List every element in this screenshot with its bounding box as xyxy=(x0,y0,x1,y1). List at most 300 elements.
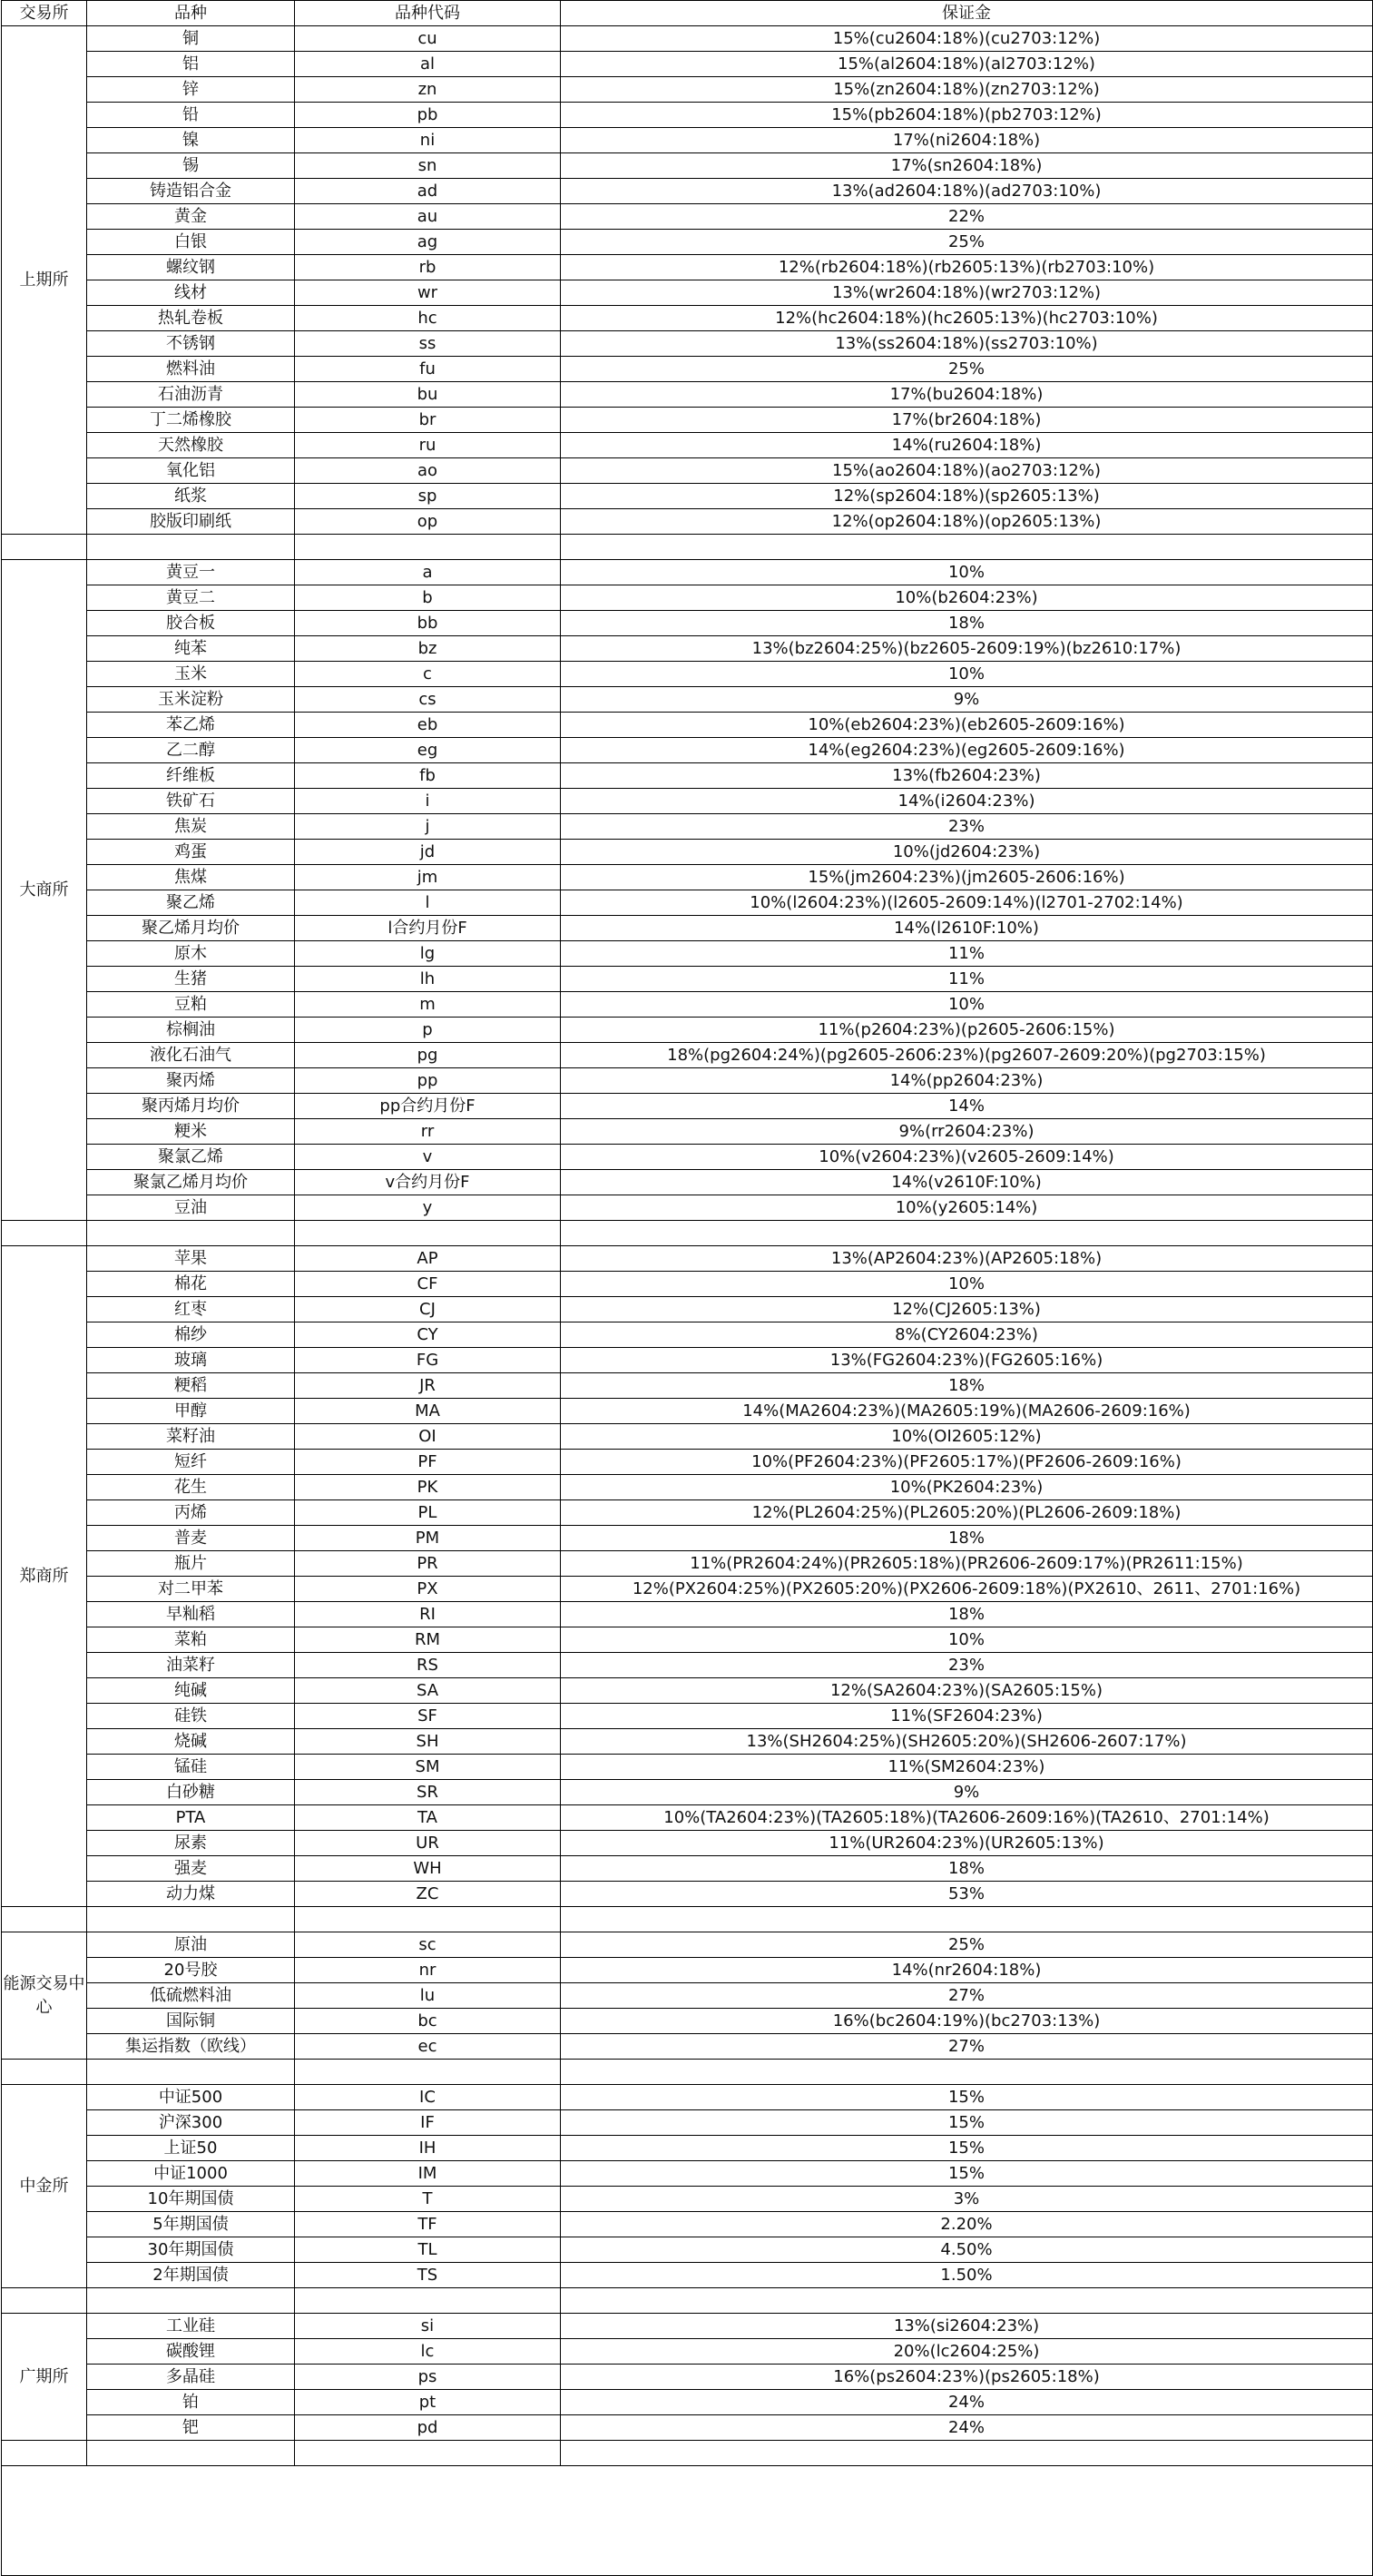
product-code: ec xyxy=(295,2034,561,2060)
table-row xyxy=(2,1704,1373,1729)
margin-rate: 15%(zn2604:18%)(zn2703:12%) xyxy=(561,77,1373,103)
margin-rate: 25% xyxy=(561,1932,1373,1958)
product-code: m xyxy=(295,992,561,1018)
separator-row xyxy=(2,2060,1373,2085)
table-body xyxy=(2,1,1373,2576)
table-row xyxy=(2,1551,1373,1577)
product-name: 红枣 xyxy=(87,1297,295,1322)
product-name: 棉纱 xyxy=(87,1322,295,1348)
product-name: 20号胶 xyxy=(87,1958,295,1983)
empty-cell xyxy=(87,1907,295,1932)
table-row xyxy=(2,509,1373,535)
table-row xyxy=(2,1068,1373,1094)
product-name: 聚丙烯月均价 xyxy=(87,1094,295,1119)
table-row xyxy=(2,77,1373,103)
margin-rate: 13%(ad2604:18%)(ad2703:10%) xyxy=(561,179,1373,204)
table-row xyxy=(2,1246,1373,1272)
product-code: MA xyxy=(295,1399,561,1424)
product-name: 锌 xyxy=(87,77,295,103)
margin-rate: 9% xyxy=(561,1780,1373,1805)
product-code: pp xyxy=(295,1068,561,1094)
table-row xyxy=(2,2187,1373,2212)
product-code: pt xyxy=(295,2390,561,2415)
product-name: 瓶片 xyxy=(87,1551,295,1577)
product-name: 铜 xyxy=(87,26,295,52)
product-code: sc xyxy=(295,1932,561,1958)
exchange-name: 上期所 xyxy=(2,26,87,535)
product-name: 黄金 xyxy=(87,204,295,230)
product-name: 纤维板 xyxy=(87,763,295,789)
table-row xyxy=(2,1602,1373,1627)
product-code: y xyxy=(295,1195,561,1221)
empty-cell xyxy=(295,2060,561,2085)
product-name: 聚氯乙烯月均价 xyxy=(87,1170,295,1195)
margin-rate: 4.50% xyxy=(561,2237,1373,2263)
empty-cell xyxy=(2,1221,87,1246)
empty-cell xyxy=(561,535,1373,560)
product-code: PF xyxy=(295,1450,561,1475)
margin-rate: 11%(PR2604:24%)(PR2605:18%)(PR2606-2609:17%)(PR2611:15%) xyxy=(561,1551,1373,1577)
table-row xyxy=(2,1983,1373,2009)
margin-rate: 12%(rb2604:18%)(rb2605:13%)(rb2703:10%) xyxy=(561,255,1373,280)
empty-cell xyxy=(295,2288,561,2314)
product-name: 工业硅 xyxy=(87,2314,295,2339)
margin-rate: 9%(rr2604:23%) xyxy=(561,1119,1373,1145)
margin-rate: 2.20% xyxy=(561,2212,1373,2237)
product-code: SM xyxy=(295,1755,561,1780)
product-code: IM xyxy=(295,2161,561,2187)
margin-rate: 14%(eg2604:23%)(eg2605-2609:16%) xyxy=(561,738,1373,763)
margin-rate: 10%(eb2604:23%)(eb2605-2609:16%) xyxy=(561,713,1373,738)
product-name: 对二甲苯 xyxy=(87,1577,295,1602)
table-row xyxy=(2,1399,1373,1424)
product-code: lh xyxy=(295,967,561,992)
margin-rate: 10%(PF2604:23%)(PF2605:17%)(PF2606-2609:16%) xyxy=(561,1450,1373,1475)
product-code: si xyxy=(295,2314,561,2339)
product-name: 2年期国债 xyxy=(87,2263,295,2288)
product-code: lg xyxy=(295,941,561,967)
margin-rate: 14%(pp2604:23%) xyxy=(561,1068,1373,1094)
table-row xyxy=(2,1932,1373,1958)
separator-row xyxy=(2,2288,1373,2314)
table-row xyxy=(2,255,1373,280)
table-row xyxy=(2,1475,1373,1500)
product-code: FG xyxy=(295,1348,561,1373)
product-name: 丙烯 xyxy=(87,1500,295,1526)
margin-rate: 11% xyxy=(561,967,1373,992)
product-code: ss xyxy=(295,331,561,357)
product-name: 丁二烯橡胶 xyxy=(87,408,295,433)
header-margin: 保证金 xyxy=(561,1,1373,26)
margin-rate: 14%(MA2604:23%)(MA2605:19%)(MA2606-2609:16%) xyxy=(561,1399,1373,1424)
product-code: fu xyxy=(295,357,561,382)
product-name: 聚丙烯 xyxy=(87,1068,295,1094)
margin-rate: 12%(sp2604:18%)(sp2605:13%) xyxy=(561,484,1373,509)
product-name: 黄豆一 xyxy=(87,560,295,585)
product-code: op xyxy=(295,509,561,535)
product-name: 棕榈油 xyxy=(87,1018,295,1043)
product-code: ni xyxy=(295,128,561,153)
table-row xyxy=(2,1297,1373,1322)
product-code: rr xyxy=(295,1119,561,1145)
product-name: 聚乙烯 xyxy=(87,890,295,916)
margin-rate: 17%(br2604:18%) xyxy=(561,408,1373,433)
margin-rate: 15%(al2604:18%)(al2703:12%) xyxy=(561,52,1373,77)
empty-area xyxy=(2,2466,1373,2576)
margin-rate: 17%(ni2604:18%) xyxy=(561,128,1373,153)
margin-rate: 12%(PL2604:25%)(PL2605:20%)(PL2606-2609:18%) xyxy=(561,1500,1373,1526)
product-code: TA xyxy=(295,1805,561,1831)
table-row xyxy=(2,1170,1373,1195)
product-code: SA xyxy=(295,1678,561,1704)
table-row xyxy=(2,713,1373,738)
table-row xyxy=(2,865,1373,890)
table-row xyxy=(2,2161,1373,2187)
empty-cell xyxy=(87,2060,295,2085)
product-name: 原油 xyxy=(87,1932,295,1958)
product-code: fb xyxy=(295,763,561,789)
product-name: 镍 xyxy=(87,128,295,153)
empty-cell xyxy=(561,2060,1373,2085)
product-code: SR xyxy=(295,1780,561,1805)
table-row xyxy=(2,687,1373,713)
exchange-name: 郑商所 xyxy=(2,1246,87,1907)
margin-rate: 24% xyxy=(561,2390,1373,2415)
empty-cell xyxy=(2,2441,87,2466)
table-row xyxy=(2,26,1373,52)
table-row xyxy=(2,2009,1373,2034)
table-row xyxy=(2,1958,1373,1983)
table-row xyxy=(2,2237,1373,2263)
product-name: 碳酸锂 xyxy=(87,2339,295,2365)
margin-rate: 10% xyxy=(561,992,1373,1018)
table-row xyxy=(2,763,1373,789)
product-code: CF xyxy=(295,1272,561,1297)
product-name: 强麦 xyxy=(87,1856,295,1882)
product-code: WH xyxy=(295,1856,561,1882)
product-code: ps xyxy=(295,2365,561,2390)
margin-rate: 15%(cu2604:18%)(cu2703:12%) xyxy=(561,26,1373,52)
product-name: 焦煤 xyxy=(87,865,295,890)
header-exchange: 交易所 xyxy=(2,1,87,26)
margin-rate: 15%(jm2604:23%)(jm2605-2606:16%) xyxy=(561,865,1373,890)
product-name: 天然橡胶 xyxy=(87,433,295,458)
product-name: 铝 xyxy=(87,52,295,77)
table-row xyxy=(2,1780,1373,1805)
margin-rate: 53% xyxy=(561,1882,1373,1907)
product-name: 纯苯 xyxy=(87,636,295,662)
table-row xyxy=(2,230,1373,255)
product-code: RM xyxy=(295,1627,561,1653)
product-code: pp合约月份F xyxy=(295,1094,561,1119)
margin-rate: 3% xyxy=(561,2187,1373,2212)
table-row xyxy=(2,1577,1373,1602)
product-code: pb xyxy=(295,103,561,128)
product-name: 早籼稻 xyxy=(87,1602,295,1627)
empty-cell xyxy=(561,2441,1373,2466)
product-code: v合约月份F xyxy=(295,1170,561,1195)
table-row xyxy=(2,1450,1373,1475)
margin-rate: 12%(SA2604:23%)(SA2605:15%) xyxy=(561,1678,1373,1704)
product-name: 聚乙烯月均价 xyxy=(87,916,295,941)
product-code: eb xyxy=(295,713,561,738)
empty-cell xyxy=(2,535,87,560)
margin-rate: 14%(l2610F:10%) xyxy=(561,916,1373,941)
table-row xyxy=(2,408,1373,433)
product-code: PX xyxy=(295,1577,561,1602)
exchange-name: 能源交易中心 xyxy=(2,1932,87,2060)
product-code: sp xyxy=(295,484,561,509)
table-row xyxy=(2,1831,1373,1856)
table-row xyxy=(2,890,1373,916)
margin-rate: 18% xyxy=(561,1373,1373,1399)
product-name: 玻璃 xyxy=(87,1348,295,1373)
margin-rate: 18% xyxy=(561,1602,1373,1627)
margin-rate: 10%(b2604:23%) xyxy=(561,585,1373,611)
table-row xyxy=(2,2136,1373,2161)
empty-cell xyxy=(87,535,295,560)
product-code: bu xyxy=(295,382,561,408)
table-row xyxy=(2,204,1373,230)
product-code: l合约月份F xyxy=(295,916,561,941)
product-name: 线材 xyxy=(87,280,295,306)
table-row xyxy=(2,1043,1373,1068)
product-name: 铅 xyxy=(87,103,295,128)
product-code: a xyxy=(295,560,561,585)
table-row xyxy=(2,560,1373,585)
product-name: 集运指数（欧线） xyxy=(87,2034,295,2060)
empty-cell xyxy=(295,535,561,560)
product-code: zn xyxy=(295,77,561,103)
product-name: 锡 xyxy=(87,153,295,179)
margin-rate: 10%(TA2604:23%)(TA2605:18%)(TA2606-2609:16%)(TA2610、2701:14%) xyxy=(561,1805,1373,1831)
margin-rate: 25% xyxy=(561,230,1373,255)
product-code: PL xyxy=(295,1500,561,1526)
product-name: 白银 xyxy=(87,230,295,255)
product-code: CJ xyxy=(295,1297,561,1322)
product-name: 石油沥青 xyxy=(87,382,295,408)
product-name: 尿素 xyxy=(87,1831,295,1856)
product-name: 铸造铝合金 xyxy=(87,179,295,204)
product-name: 热轧卷板 xyxy=(87,306,295,331)
product-code: bz xyxy=(295,636,561,662)
product-code: UR xyxy=(295,1831,561,1856)
product-name: 甲醇 xyxy=(87,1399,295,1424)
product-name: 豆油 xyxy=(87,1195,295,1221)
margin-rate: 12%(CJ2605:13%) xyxy=(561,1297,1373,1322)
product-name: 烧碱 xyxy=(87,1729,295,1755)
margin-rate: 10% xyxy=(561,1627,1373,1653)
margin-rate: 18% xyxy=(561,1526,1373,1551)
margin-rate: 9% xyxy=(561,687,1373,713)
margin-rate: 22% xyxy=(561,204,1373,230)
empty-cell xyxy=(295,1907,561,1932)
table-row xyxy=(2,2390,1373,2415)
product-name: 粳稻 xyxy=(87,1373,295,1399)
table-row xyxy=(2,433,1373,458)
empty-cell xyxy=(295,1221,561,1246)
margin-rate: 16%(bc2604:19%)(bc2703:13%) xyxy=(561,2009,1373,2034)
product-code: PK xyxy=(295,1475,561,1500)
product-code: v xyxy=(295,1145,561,1170)
table-row xyxy=(2,280,1373,306)
table-row xyxy=(2,1729,1373,1755)
product-code: l xyxy=(295,890,561,916)
table-row xyxy=(2,52,1373,77)
exchange-name: 中金所 xyxy=(2,2085,87,2288)
margin-rate: 15% xyxy=(561,2085,1373,2110)
table-row xyxy=(2,1755,1373,1780)
product-code: wr xyxy=(295,280,561,306)
table-row xyxy=(2,2110,1373,2136)
table-row xyxy=(2,636,1373,662)
margin-rate: 13%(AP2604:23%)(AP2605:18%) xyxy=(561,1246,1373,1272)
margin-rate: 13%(SH2604:25%)(SH2605:20%)(SH2606-2607:17%) xyxy=(561,1729,1373,1755)
empty-cell xyxy=(561,1221,1373,1246)
product-name: 动力煤 xyxy=(87,1882,295,1907)
table-row xyxy=(2,662,1373,687)
product-name: 油菜籽 xyxy=(87,1653,295,1678)
margin-rate: 11%(SF2604:23%) xyxy=(561,1704,1373,1729)
table-row xyxy=(2,1322,1373,1348)
separator-row xyxy=(2,2441,1373,2466)
product-code: br xyxy=(295,408,561,433)
table-row xyxy=(2,916,1373,941)
product-name: 短纤 xyxy=(87,1450,295,1475)
product-code: IC xyxy=(295,2085,561,2110)
product-name: 玉米淀粉 xyxy=(87,687,295,713)
table-row xyxy=(2,1424,1373,1450)
table-row xyxy=(2,2034,1373,2060)
product-name: 胶合板 xyxy=(87,611,295,636)
margin-rate: 12%(PX2604:25%)(PX2605:20%)(PX2606-2609:18%)(PX2610、2611、2701:16%) xyxy=(561,1577,1373,1602)
margin-rate: 14%(i2604:23%) xyxy=(561,789,1373,814)
table-row xyxy=(2,1653,1373,1678)
product-code: IH xyxy=(295,2136,561,2161)
table-row xyxy=(2,2415,1373,2441)
product-code: IF xyxy=(295,2110,561,2136)
margin-rate: 27% xyxy=(561,1983,1373,2009)
product-code: al xyxy=(295,52,561,77)
product-name: 花生 xyxy=(87,1475,295,1500)
product-name: 低硫燃料油 xyxy=(87,1983,295,2009)
product-name: 钯 xyxy=(87,2415,295,2441)
product-name: 纸浆 xyxy=(87,484,295,509)
header-code: 品种代码 xyxy=(295,1,561,26)
product-name: 中证500 xyxy=(87,2085,295,2110)
product-code: ag xyxy=(295,230,561,255)
margin-rate: 13%(fb2604:23%) xyxy=(561,763,1373,789)
margin-rate: 20%(lc2604:25%) xyxy=(561,2339,1373,2365)
empty-cell xyxy=(295,2441,561,2466)
empty-cell xyxy=(561,1907,1373,1932)
margin-rate: 11%(UR2604:23%)(UR2605:13%) xyxy=(561,1831,1373,1856)
margin-rate: 10%(PK2604:23%) xyxy=(561,1475,1373,1500)
margin-rate: 14%(nr2604:18%) xyxy=(561,1958,1373,1983)
product-code: b xyxy=(295,585,561,611)
table-row xyxy=(2,840,1373,865)
table-row xyxy=(2,1526,1373,1551)
margin-rate: 15%(pb2604:18%)(pb2703:12%) xyxy=(561,103,1373,128)
product-code: bc xyxy=(295,2009,561,2034)
product-code: SH xyxy=(295,1729,561,1755)
product-code: CY xyxy=(295,1322,561,1348)
margin-rate: 10%(jd2604:23%) xyxy=(561,840,1373,865)
product-code: jm xyxy=(295,865,561,890)
margin-rate: 15% xyxy=(561,2136,1373,2161)
separator-row xyxy=(2,535,1373,560)
margin-rate: 15%(ao2604:18%)(ao2703:12%) xyxy=(561,458,1373,484)
margin-rate: 11%(p2604:23%)(p2605-2606:15%) xyxy=(561,1018,1373,1043)
product-name: 沪深300 xyxy=(87,2110,295,2136)
separator-row xyxy=(2,1221,1373,1246)
margin-rate: 13%(wr2604:18%)(wr2703:12%) xyxy=(561,280,1373,306)
margin-rate: 13%(ss2604:18%)(ss2703:10%) xyxy=(561,331,1373,357)
header-product: 品种 xyxy=(87,1,295,26)
margin-rate: 13%(si2604:23%) xyxy=(561,2314,1373,2339)
product-code: pd xyxy=(295,2415,561,2441)
margin-rate: 17%(bu2604:18%) xyxy=(561,382,1373,408)
margin-rate: 8%(CY2604:23%) xyxy=(561,1322,1373,1348)
margin-rate: 12%(op2604:18%)(op2605:13%) xyxy=(561,509,1373,535)
table-row xyxy=(2,2365,1373,2390)
table-row xyxy=(2,967,1373,992)
product-name: 燃料油 xyxy=(87,357,295,382)
table-row xyxy=(2,1119,1373,1145)
product-name: 10年期国债 xyxy=(87,2187,295,2212)
product-name: 硅铁 xyxy=(87,1704,295,1729)
product-name: 5年期国债 xyxy=(87,2212,295,2237)
header-row xyxy=(2,1,1373,26)
table-row xyxy=(2,1678,1373,1704)
margin-rate: 14% xyxy=(561,1094,1373,1119)
table-row xyxy=(2,484,1373,509)
table-row xyxy=(2,992,1373,1018)
margin-rate: 14%(v2610F:10%) xyxy=(561,1170,1373,1195)
margin-rate: 10%(l2604:23%)(l2605-2609:14%)(l2701-2702:14%) xyxy=(561,890,1373,916)
product-code: ad xyxy=(295,179,561,204)
table-row xyxy=(2,1195,1373,1221)
table-row xyxy=(2,1805,1373,1831)
product-name: 上证50 xyxy=(87,2136,295,2161)
product-code: eg xyxy=(295,738,561,763)
margin-rate: 10% xyxy=(561,560,1373,585)
product-name: 鸡蛋 xyxy=(87,840,295,865)
margin-rate: 11%(SM2604:23%) xyxy=(561,1755,1373,1780)
exchange-name: 大商所 xyxy=(2,560,87,1221)
product-code: jd xyxy=(295,840,561,865)
table-row xyxy=(2,2314,1373,2339)
product-code: TS xyxy=(295,2263,561,2288)
table-row xyxy=(2,1882,1373,1907)
product-code: RS xyxy=(295,1653,561,1678)
table-row xyxy=(2,1856,1373,1882)
table-row xyxy=(2,1500,1373,1526)
product-code: au xyxy=(295,204,561,230)
empty-cell xyxy=(2,2060,87,2085)
table-row xyxy=(2,941,1373,967)
empty-cell xyxy=(87,2288,295,2314)
product-code: j xyxy=(295,814,561,840)
product-code: PR xyxy=(295,1551,561,1577)
product-name: 菜籽油 xyxy=(87,1424,295,1450)
margin-rate: 13%(bz2604:25%)(bz2605-2609:19%)(bz2610:17%) xyxy=(561,636,1373,662)
table-row xyxy=(2,1627,1373,1653)
table-row xyxy=(2,789,1373,814)
product-name: 乙二醇 xyxy=(87,738,295,763)
product-code: hc xyxy=(295,306,561,331)
product-code: JR xyxy=(295,1373,561,1399)
